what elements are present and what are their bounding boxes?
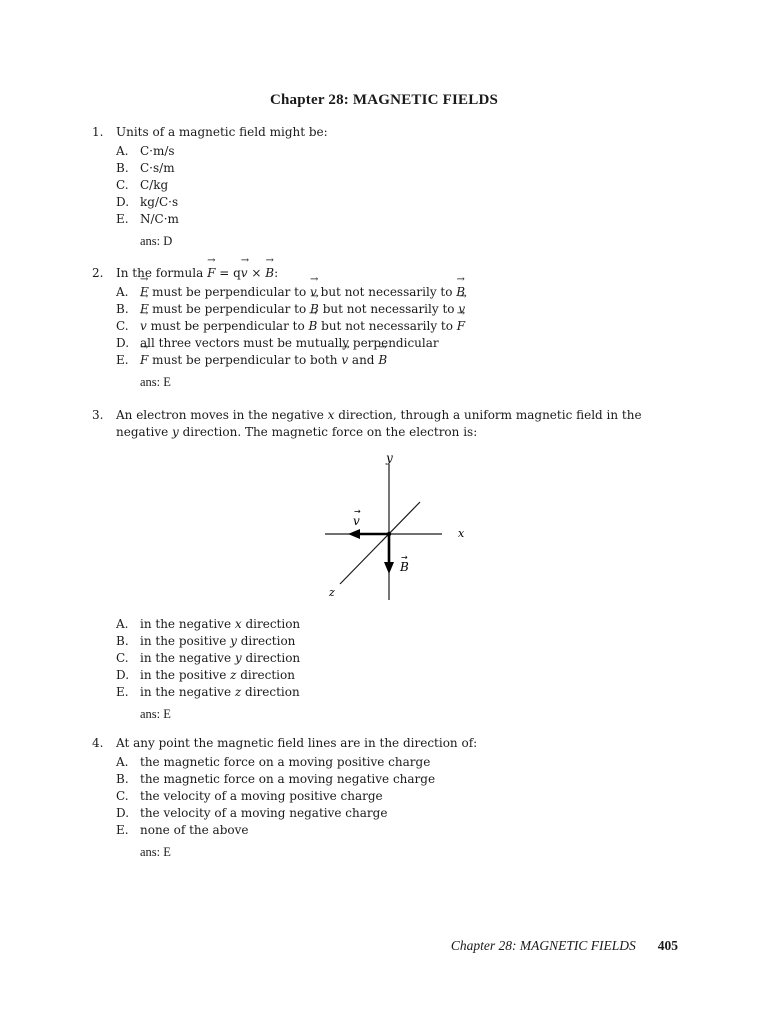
y-axis-label: y [386,451,393,465]
page-title: Chapter 28: MAGNETIC FIELDS [269,92,499,108]
option-c: C. → v must be perpendicular to → B but not necessarily to → F [116,318,692,335]
option-c [116,177,692,194]
option-text: → v must be perpendicular to → B but not necessarily to → F [140,318,465,335]
question-1 [92,124,692,250]
field-label-arrow: → [401,553,408,562]
option-list [116,143,692,228]
option-a: A. in the negative x direction [116,617,301,631]
answer-key: ans: E [140,375,171,389]
option-letter: D. [116,195,130,209]
page-footer [0,938,678,954]
option-e: E. in the negative z direction [116,685,300,699]
option-letter: E. [116,212,129,226]
velocity-label: v [353,514,360,528]
option-text: → F must be perpendicular to → B but not necessarily to → v [140,301,465,318]
option-text: → F must be perpendicular to → v but not necessarily to → B [140,284,465,301]
question-3 [92,407,692,441]
option-c: C. the velocity of a moving positive charge [116,789,383,803]
question-stem: Units of a magnetic field might be: [116,125,328,139]
question-stem: In the formula → F = q→ v × → B: [116,265,692,282]
option-text: the velocity of a moving positive charge [140,789,383,803]
option-list [116,284,692,369]
option-text: in the positive y direction [140,634,296,648]
question-number: 1. [92,125,104,139]
option-text: C·m/s [140,144,175,158]
z-axis-label: z [329,586,335,599]
option-text: C/kg [140,178,169,192]
option-e: E. → F must be perpendicular to both → v and → B [116,352,692,369]
option-a: A. the magnetic force on a moving positive charge [116,755,431,769]
option-text: C·s/m [140,161,175,175]
option-text: all three vectors must be mutually perpendicular [140,336,439,350]
question-stem: An electron moves in the negative x direction, through a uniform magnetic field in the negative y direction. The magnetic force on the electron is: [116,408,642,439]
field-arrowhead [384,562,394,574]
option-text: the magnetic force on a moving negative charge [140,772,436,786]
option-list [116,616,692,701]
option-e [116,211,692,228]
vector-f: → F [207,265,215,282]
question-stem: At any point the magnetic field lines are in the direction of: [116,736,478,750]
option-c: C. in the negative y direction [116,651,301,665]
option-text: the magnetic force on a moving positive charge [140,755,431,769]
answer-key: ans: D [140,234,173,248]
option-e: E. none of the above [116,823,249,837]
option-list [116,754,692,839]
option-text: in the negative x direction [140,617,301,631]
option-text: in the negative z direction [140,685,300,699]
question-number: 4. [92,736,104,750]
option-d: D. in the positive z direction [116,668,295,682]
option-d [116,194,692,211]
option-b: B. the magnetic force on a moving negative charge [116,772,436,786]
option-a [116,143,692,160]
option-d: D. all three vectors must be mutually perpendicular [116,336,439,350]
option-text: kg/C·s [140,195,179,209]
vector-b: → B [265,265,274,282]
answer-key: ans: E [140,845,171,859]
question-number: 3. [92,408,104,422]
vector-v: → v [241,265,248,282]
option-b [116,160,692,177]
x-axis-label: x [458,527,465,540]
answer-key: ans: E [140,707,171,721]
question-4 [92,735,692,861]
option-text: in the positive z direction [140,668,295,682]
option-b: B. → F must be perpendicular to → B but not necessarily to → v [116,301,692,318]
option-b: B. in the positive y direction [116,634,296,648]
option-text: in the negative y direction [140,651,301,665]
velocity-label-arrow: → [354,507,361,516]
option-text: the velocity of a moving negative charge [140,806,388,820]
option-letter: B. [116,161,129,175]
option-letter: C. [116,178,129,192]
option-text: → F must be perpendicular to both → v and → B [140,352,387,369]
electron-point [387,532,391,536]
option-letter: A. [116,144,129,158]
vector-diagram [320,450,480,606]
option-text: none of the above [140,823,249,837]
page-number: 405 [657,938,678,953]
question-2 [92,265,692,391]
footer-chapter: Chapter 28: MAGNETIC FIELDS [450,938,636,953]
velocity-arrowhead [348,529,360,539]
option-text: N/C·m [140,212,179,226]
question-3-options [92,614,692,723]
option-d: D. the velocity of a moving negative charge [116,806,388,820]
option-a: A. → F must be perpendicular to → v but not necessarily to → B [116,284,692,301]
field-label: B [400,560,409,574]
question-number: 2. [92,266,104,280]
